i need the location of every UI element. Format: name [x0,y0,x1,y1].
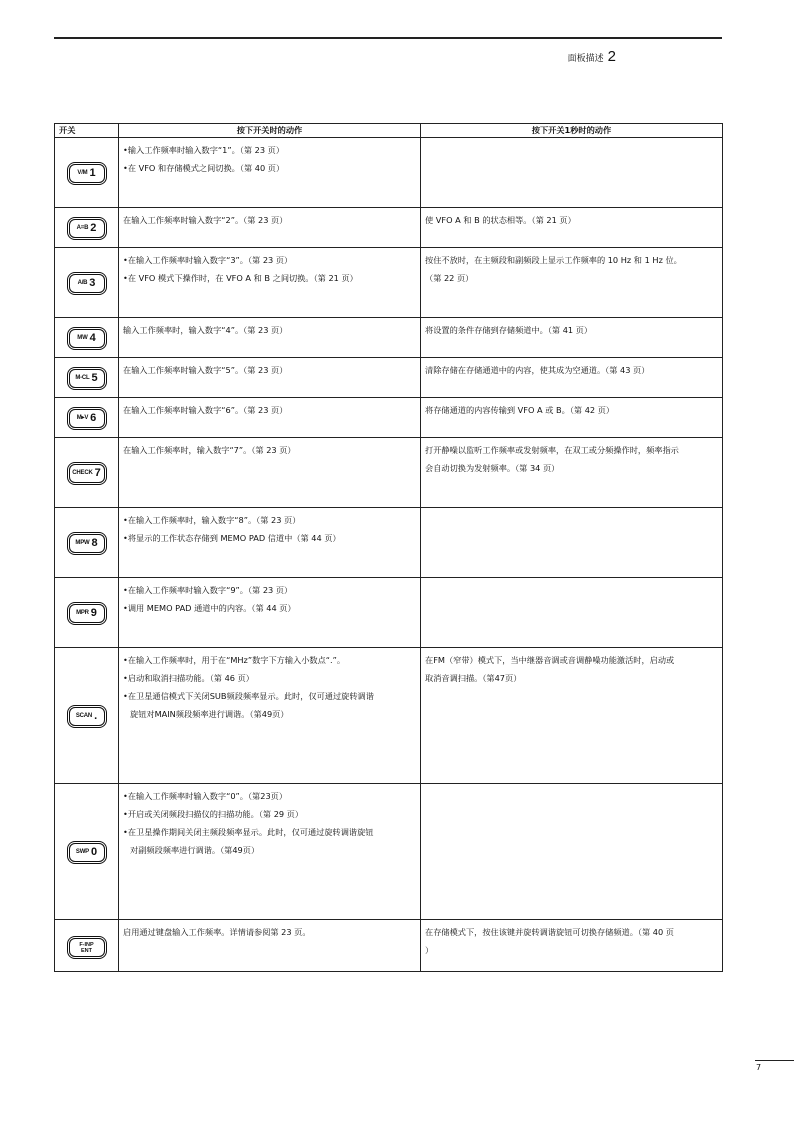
hold-action-cell [421,508,723,578]
action-text-line: •在 VFO 模式下操作时，在 VFO A 和 B 之间切换。（第 21 页） [123,273,358,283]
action-text-line: 在输入工作频率时输入数字“5”。（第 23 页） [123,365,288,375]
press-action-cell [119,920,421,972]
action-text-line: 在输入工作频率时，输入数字“7”。（第 23 页） [123,445,296,455]
key-cell [55,358,119,398]
key-label: MPR [76,610,89,617]
keypad-key-icon [69,604,105,623]
table-row [55,784,723,920]
key-cell [55,318,119,358]
key-cell [55,578,119,648]
press-action-cell [119,358,421,398]
action-text-line: （第 22 页） [425,273,474,283]
action-text-line: 取消音调扫描。（第47页） [425,673,522,683]
key-label: CHECK [72,470,93,477]
action-text-line: 输入工作频率时，输入数字“4”。（第 23 页） [123,325,288,335]
hold-action-cell [421,358,723,398]
action-text-line: 在输入工作频率时输入数字“2”。（第 23 页） [123,215,288,225]
action-text-line: •启动和取消扫描功能。（第 46 页） [123,673,254,683]
action-text-line: 打开静噪以监听工作频率或发射频率，在双工或分频操作时，频率指示 [425,445,679,455]
hold-action-cell [421,920,723,972]
table-row [55,318,723,358]
action-text-line: •在输入工作频率时输入数字“9”。（第 23 页） [123,585,293,595]
table-row [55,208,723,248]
action-text-line: 在输入工作频率时输入数字“6”。（第 23 页） [123,405,288,415]
hold-action-cell [421,248,723,318]
key-cell [55,248,119,318]
press-action-cell [119,248,421,318]
action-text-line: •开启或关闭频段扫描仪的扫描功能。（第 29 页） [123,809,304,819]
key-digit: 9 [90,607,97,620]
action-text-line: 旋钮对MAIN频段频率进行调谐。（第49页） [130,709,289,719]
keypad-key-icon [69,369,105,388]
action-text-line: 在FM（窄带）模式下，当中继器音调或音调静噪功能激活时，启动或 [425,655,675,665]
action-text-line: 清除存储在存储通道中的内容，使其成为空通道。（第 43 页） [425,365,650,375]
keypad-key-icon [69,164,105,183]
hold-action-cell [421,318,723,358]
hold-action-cell [421,208,723,248]
keypad-key-icon [69,534,105,553]
action-text-line: 在存储模式下，按住该键并旋转调谐旋钮可切换存储频道。（第 40 页 [425,927,674,937]
key-digit: 5 [91,372,98,385]
key-cell [55,138,119,208]
table-row [55,920,723,972]
table-row [55,138,723,208]
key-cell [55,208,119,248]
action-text-line: 将存储通道的内容传输到 VFO A 或 B。（第 42 页） [425,405,615,415]
action-text-line: •输入工作频率时输入数字“1”。（第 23 页） [123,145,285,155]
press-action-cell [119,578,421,648]
keypad-key-icon [69,329,105,348]
key-cell [55,438,119,508]
action-text-line: 将设置的条件存储到存储频道中。（第 41 页） [425,325,593,335]
key-digit: 1 [89,167,96,180]
action-text-line: 使 VFO A 和 B 的状态相等。（第 21 页） [425,215,576,225]
column-header-hold: 按下开关1秒时的动作 [421,124,723,138]
key-label: A/B [77,280,88,287]
action-text-line: •在输入工作频率时输入数字“3”。（第 23 页） [123,255,293,265]
table-row [55,358,723,398]
table-row [55,248,723,318]
key-cell [55,648,119,784]
key-digit: 6 [90,412,97,425]
key-label: MPW [75,540,90,547]
hold-action-cell [421,138,723,208]
page-header [568,48,616,65]
table-row [55,438,723,508]
key-function-table [54,123,723,972]
table-row [55,398,723,438]
hold-action-cell [421,578,723,648]
press-action-cell [119,648,421,784]
chapter-title: 面板描述 [567,54,604,64]
press-action-cell [119,318,421,358]
key-digit: 7 [94,467,101,480]
key-label: MW [77,335,88,342]
keypad-key-icon [69,843,105,862]
press-action-cell [119,438,421,508]
hold-action-cell [421,398,723,438]
key-label: M-CL [75,375,90,382]
footer-rule [755,1060,794,1061]
key-digit: ENT [81,947,92,954]
key-digit: 4 [89,332,96,345]
page-number: 7 [756,1063,762,1072]
key-label: M▸V [76,415,89,422]
action-text-line: •在输入工作频率时，用于在“MHz”数字下方输入小数点“.”。 [123,655,346,665]
action-text-line: •在卫星操作期间关闭主频段频率显示。此时，仅可通过旋转调谐旋钮 [123,827,374,837]
keypad-key-icon [69,464,105,483]
table-row [55,508,723,578]
press-action-cell [119,784,421,920]
keypad-key-icon [69,409,105,428]
action-text-line: 启用通过键盘输入工作频率。详情请参阅第 23 页。 [123,927,311,937]
keypad-key-icon [69,938,105,957]
hold-action-cell [421,648,723,784]
key-digit: 8 [91,537,98,550]
key-label: V/M [77,170,88,177]
action-text-line: •在 VFO 和存储模式之间切换。（第 40 页） [123,163,285,173]
key-cell [55,508,119,578]
key-digit: 0 [90,846,98,859]
action-text-line: •将显示的工作状态存储到 MEMO PAD 信道中（第 44 页） [123,533,341,543]
action-text-line: 按住不放时，在主频段和副频段上显示工作频率的 10 Hz 和 1 Hz 位。 [425,255,682,265]
press-action-cell [119,208,421,248]
key-cell [55,784,119,920]
column-header-switch: 开关 [55,124,119,138]
table-row [55,578,723,648]
hold-action-cell [421,784,723,920]
hold-action-cell [421,438,723,508]
key-cell [55,920,119,972]
key-label: F-INP [79,941,94,948]
keypad-key-icon [69,274,105,293]
table-header-row [55,124,723,138]
action-text-line: 对副频段频率进行调谐。（第49页） [130,845,260,855]
key-digit: 3 [89,277,96,290]
action-text-line: •调用 MEMO PAD 通道中的内容。（第 44 页） [123,603,296,613]
key-digit: 2 [90,222,97,235]
press-action-cell [119,508,421,578]
keypad-key-icon [69,219,105,238]
action-text-line: •在输入工作频率时输入数字“0”。（第23页） [123,791,288,801]
press-action-cell [119,138,421,208]
key-cell [55,398,119,438]
key-digit: . [94,710,98,723]
action-text-line: •在卫星通信模式下关闭SUB频段频率显示。此时，仅可通过旋转调谐 [123,691,374,701]
action-text-line: ） [425,945,434,955]
table-row [55,648,723,784]
header-rule [54,37,722,39]
key-label: SCAN [75,713,93,720]
action-text-line: 会自动切换为发射频率。（第 34 页） [425,463,560,473]
press-action-cell [119,398,421,438]
key-label: A=B [76,225,89,232]
keypad-key-icon [69,707,105,726]
section-number: 2 [607,48,616,65]
action-text-line: •在输入工作频率时，输入数字“8”。（第 23 页） [123,515,301,525]
column-header-press: 按下开关时的动作 [119,124,421,138]
key-label: SWP [75,849,89,856]
